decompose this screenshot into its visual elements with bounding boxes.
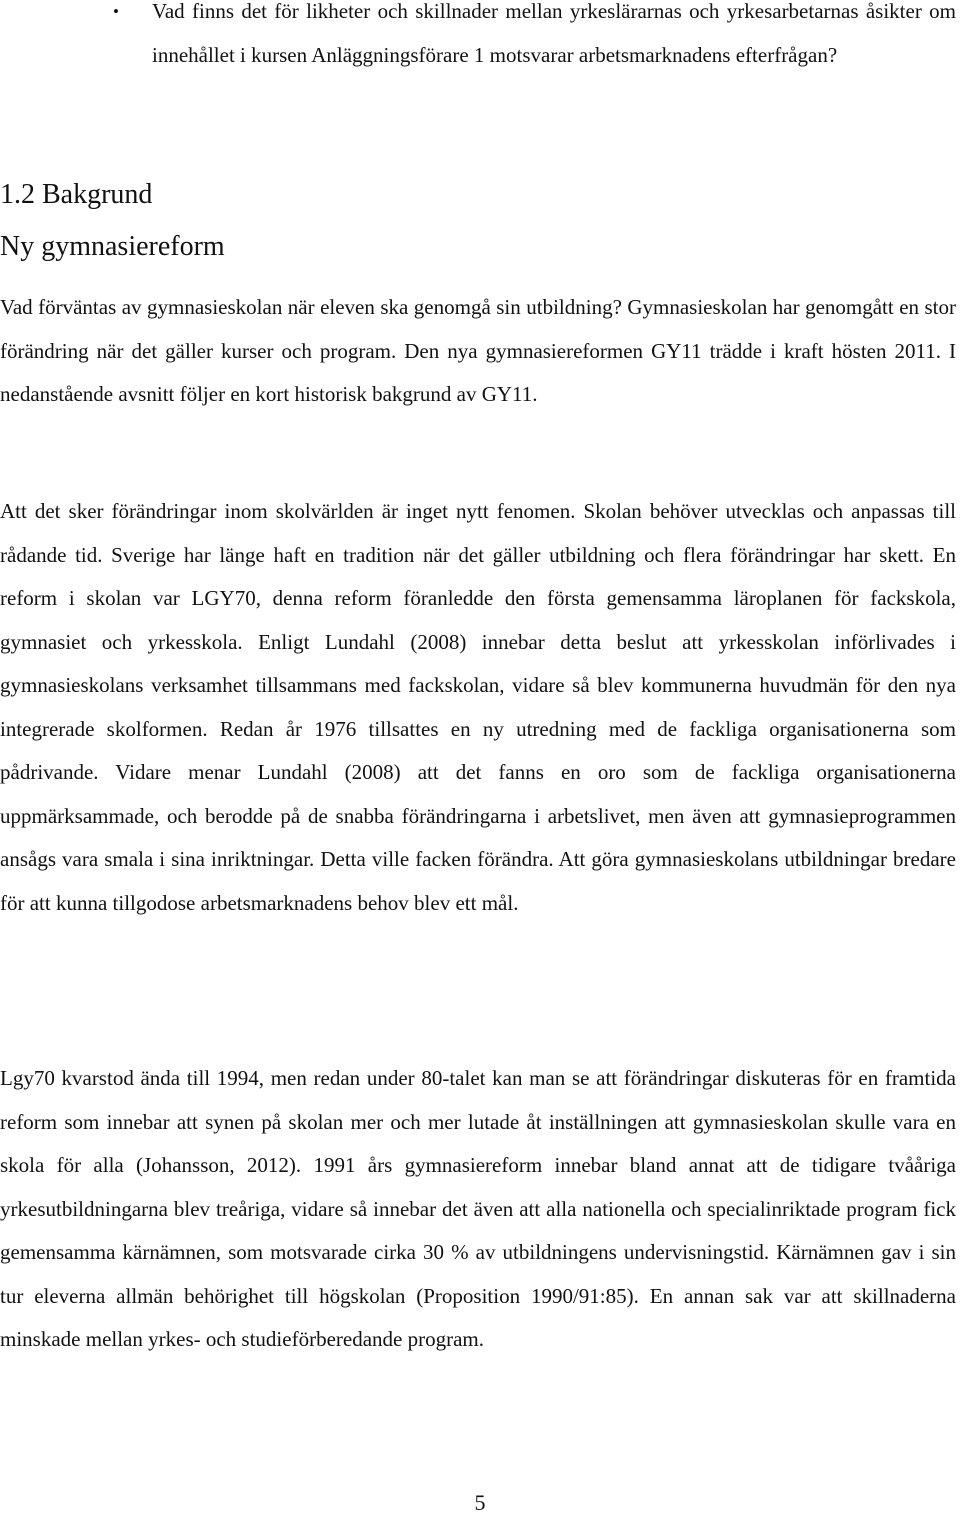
paragraph-reform-1991: Lgy70 kvarstod ända till 1994, men redan under 80-talet kan man se att förändringar diskuteras för en framtida reform som innebar att synen på skolan mer och mer lutade åt inställningen att gymnasieskolan skulle vara en skola för alla (Johansson, 2012). 1991 års gymnasiereform innebar bland annat att de tidigare tvååriga yrkesutbildningarna blev treåriga, vidare så innebar det även att alla nationella och specialinriktade program fick gemensamma kärnämnen, som motsvarade cirka 30 % av utbildningens undervisningstid. Kärnämnen gav i sin tur eleverna allmän behörighet till högskolan (Proposition 1990/91:85). En annan sak var att skillnaderna minskade mellan yrkes- och studieförberedande program. [0, 1066, 956, 1351]
paragraph-intro: Vad förväntas av gymnasieskolan när eleven ska genomgå sin utbildning? Gymnasieskolan har genomgått en stor förändring när det gäller kurser och program. Den nya gymnasiereformen GY11 trädde i kraft hösten 2011. I nedanstående avsnitt följer en kort historisk bakgrund av GY11. [0, 295, 956, 406]
subsection-heading: Ny gymnasiereform [0, 231, 225, 262]
section-heading: 1.2 Bakgrund [0, 179, 153, 210]
paragraph-lgy70: Att det sker förändringar inom skolvärlden är inget nytt fenomen. Skolan behöver utvecklas och anpassas till rådande tid. Sverige har länge haft en tradition när det gäller utbildning och flera förändringar har skett. En reform i skolan var LGY70, denna reform föranledde den första gemensamma läroplanen för fackskola, gymnasiet och yrkesskola. Enligt Lundahl (2008) innebar detta beslut att yrkesskolan införlivades i gymnasieskolans verksamhet tillsammans med fackskolan, vidare så blev kommunerna huvudmän för den nya integrerade skolformen. Redan år 1976 tillsattes en ny utredning med de fackliga organisationerna som pådrivande. Vidare menar Lundahl (2008) att det fanns en oro som de fackliga organisationerna uppmärksammade, och berodde på de snabba förändringarna i arbetslivet, men även att gymnasieprogrammen ansågs vara smala i sina inriktningar. Detta ville facken förändra. Att göra gymnasieskolans utbildningar bredare för att kunna tillgodose arbetsmarknadens behov blev ett mål. [0, 499, 956, 915]
bullet-icon: • [113, 2, 119, 21]
research-question-text: Vad finns det för likheter och skillnader mellan yrkeslärarnas och yrkesarbetarnas åsikter om innehållet i kursen Anläggningsförare 1 motsvarar arbetsmarknadens efterfrågan? [152, 0, 956, 67]
page-number [0, 1492, 960, 1514]
page-number-label: 5 [474, 1490, 486, 1515]
